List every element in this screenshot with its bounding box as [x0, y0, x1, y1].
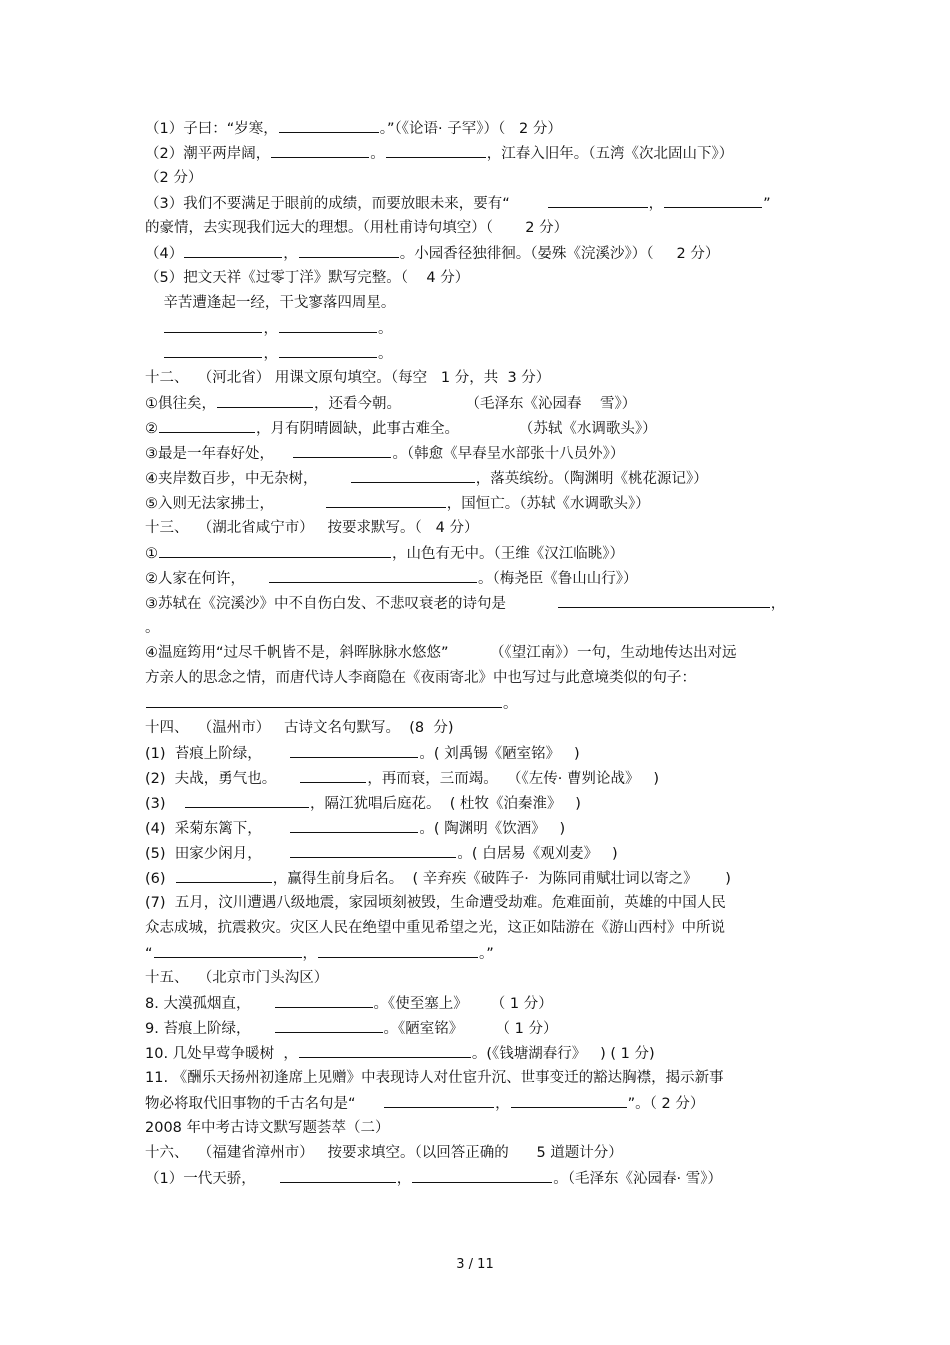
- text-line: [145, 566, 638, 591]
- text-line: [145, 1116, 390, 1141]
- text-segment: [145, 346, 163, 362]
- text-segment: ，赢得生前身后名。 ( 辛弃疾《破阵子· 为陈同甫赋壮词以寄之》 ): [272, 871, 731, 887]
- answer-blank[interactable]: [300, 766, 366, 783]
- answer-blank[interactable]: [299, 241, 399, 258]
- text-line: [145, 716, 454, 741]
- text-segment: ②: [145, 421, 158, 437]
- text-line: [145, 1141, 623, 1166]
- text-segment: (3): [145, 796, 184, 812]
- text-segment: 十五、 （北京市门头沟区）: [145, 970, 329, 986]
- text-segment: 。: [145, 620, 160, 636]
- answer-blank[interactable]: [154, 941, 302, 958]
- answer-blank[interactable]: [269, 566, 477, 583]
- text-line: [145, 341, 392, 366]
- text-line: [145, 916, 725, 941]
- text-segment: 。小园香径独徘徊。（晏殊《浣溪沙》）（ 2 分）: [399, 246, 720, 262]
- text-segment: ，再而衰，三而竭。 （《左传· 曹刿论战》 ): [367, 771, 659, 787]
- text-segment: 。: [377, 346, 393, 362]
- answer-blank[interactable]: [386, 141, 486, 158]
- text-segment: 十三、 （湖北省咸宁市） 按要求默写。（ 4 分）: [145, 520, 479, 536]
- text-line: [145, 641, 737, 666]
- text-line: [145, 766, 659, 791]
- answer-blank[interactable]: [271, 141, 369, 158]
- answer-blank[interactable]: [279, 116, 379, 133]
- answer-blank[interactable]: [176, 866, 272, 883]
- text-segment: ，月有阴晴圆缺，此事古难全。 （苏轼《水调歌头》）: [256, 421, 657, 437]
- text-segment: ，: [283, 246, 298, 262]
- answer-blank[interactable]: [164, 341, 262, 358]
- text-segment: 。( 陶渊明《饮酒》 ): [419, 821, 566, 837]
- answer-blank[interactable]: [275, 991, 373, 1008]
- text-line: [145, 841, 618, 866]
- text-line: [145, 966, 328, 991]
- text-segment: 。《陋室铭》 （ 1 分）: [383, 1021, 558, 1037]
- answer-blank[interactable]: [511, 1091, 627, 1108]
- text-line: [145, 1066, 724, 1091]
- text-segment: 11. 《酬乐天扬州初逢席上见赠》中表现诗人对仕宦升沉、世事变迁的豁达胸襟，揭示新事: [145, 1070, 724, 1086]
- text-segment: ③最是一年春好处，: [145, 446, 293, 462]
- text-line: [145, 491, 650, 516]
- answer-blank[interactable]: [558, 591, 770, 608]
- answer-blank[interactable]: [279, 316, 377, 333]
- answer-blank[interactable]: [412, 1166, 552, 1183]
- text-line: [145, 991, 553, 1016]
- text-segment: (5) 田家少闲月，: [145, 846, 290, 862]
- answer-blank[interactable]: [384, 1091, 494, 1108]
- text-segment: [145, 321, 163, 337]
- text-segment: ⑤入则无法家拂士，: [145, 496, 325, 512]
- text-segment: ④温庭筠用“过尽千帆皆不是，斜晖脉脉水悠悠” （《望江南》）一句，生动地传达出对远: [145, 645, 737, 661]
- text-line: [145, 191, 771, 216]
- text-segment: 。”（《论语· 子罕》）（ 2 分）: [379, 121, 562, 137]
- text-line: [145, 366, 550, 391]
- text-segment: (1) 苔痕上阶绿，: [145, 746, 290, 762]
- text-segment: （2 分）: [145, 170, 203, 186]
- text-line: [145, 241, 719, 266]
- text-segment: ，: [770, 596, 786, 612]
- text-segment: ”。（ 2 分）: [627, 1096, 705, 1112]
- answer-blank[interactable]: [164, 316, 262, 333]
- answer-blank[interactable]: [548, 191, 648, 208]
- text-line: [145, 1166, 722, 1191]
- text-segment: 。（梅尧臣《鲁山山行》）: [478, 571, 638, 587]
- text-segment: 十四、 （温州市） 古诗文名句默写。 (8 分): [145, 720, 454, 736]
- answer-blank[interactable]: [664, 191, 762, 208]
- text-segment: （1）一代天骄，: [145, 1171, 279, 1187]
- text-segment: 十六、 （福建省漳州市） 按要求填空。（以回答正确的 5 道题计分）: [145, 1145, 623, 1161]
- answer-blank[interactable]: [279, 341, 377, 358]
- text-line: [145, 941, 494, 966]
- text-segment: 的豪情，去实现我们远大的理想。（用杜甫诗句填空）（ 2 分）: [145, 220, 569, 236]
- text-line: [145, 891, 726, 916]
- text-line: [145, 441, 624, 466]
- text-segment: （1）子曰：“岁寒，: [145, 121, 278, 137]
- text-segment: ，: [648, 196, 664, 212]
- text-segment: ，山色有无中。（王维《汉江临眺》）: [392, 546, 624, 562]
- text-line: [145, 741, 580, 766]
- text-segment: 。( 刘禹锡《陋室铭》 ): [419, 746, 580, 762]
- answer-blank[interactable]: [293, 441, 391, 458]
- text-segment: 。: [503, 696, 518, 712]
- text-segment: 众志成城，抗震救灾。灾区人民在绝望中重见希望之光，这正如陆游在《游山西村》中所说: [145, 920, 725, 936]
- answer-blank[interactable]: [299, 1041, 471, 1058]
- text-line: [145, 141, 733, 166]
- text-line: [145, 1091, 704, 1116]
- text-segment: 。《使至塞上》 （ 1 分）: [373, 996, 553, 1012]
- text-line: [145, 391, 636, 416]
- text-segment: 8. 大漠孤烟直，: [145, 996, 274, 1012]
- text-segment: ③苏轼在《浣溪沙》中不自伤白发、不悲叹衰老的诗句是: [145, 596, 557, 612]
- text-line: [145, 316, 392, 341]
- answer-blank[interactable]: [184, 241, 282, 258]
- text-segment: (6): [145, 871, 175, 887]
- answer-blank[interactable]: [290, 741, 418, 758]
- text-line: [145, 416, 657, 441]
- answer-blank[interactable]: [146, 691, 502, 708]
- answer-blank[interactable]: [185, 791, 309, 808]
- text-segment: 10. 几处早莺争暖树 ，: [145, 1046, 298, 1062]
- text-segment: ②人家在何许，: [145, 571, 269, 587]
- text-segment: (7) 五月，汶川遭遇八级地震，家园顷刻被毁，生命遭受劫难。危难面前，英雄的中国人民: [145, 895, 726, 911]
- text-line: [145, 291, 395, 316]
- text-segment: 。(《钱塘湖春行》 ) ( 1 分): [471, 1046, 655, 1062]
- text-line: [145, 616, 160, 641]
- text-line: [145, 1016, 557, 1041]
- page-number: 3 / 11: [456, 1257, 494, 1272]
- text-line: [145, 691, 518, 716]
- text-segment: （2）潮平两岸阔，: [145, 146, 271, 162]
- text-segment: ，隔江犹唱后庭花。 ( 杜牧《泊秦淮》 ): [309, 796, 581, 812]
- text-segment: 物必将取代旧事物的千古名句是“: [145, 1096, 384, 1112]
- text-segment: 。（毛泽东《沁园春· 雪》）: [553, 1171, 722, 1187]
- text-segment: 。: [370, 146, 385, 162]
- text-segment: 辛苦遭逢起一经，干戈寥落四周星。: [145, 295, 396, 311]
- text-segment: “: [145, 946, 153, 962]
- text-line: [145, 266, 469, 291]
- text-segment: ，落英缤纷。（陶渊明《桃花源记》）: [475, 471, 708, 487]
- text-line: [145, 1041, 655, 1066]
- answer-blank[interactable]: [217, 391, 313, 408]
- text-segment: ，还看今朝。 （毛泽东《沁园春 雪》）: [314, 396, 637, 412]
- text-line: [145, 166, 202, 191]
- text-segment: ，: [495, 1096, 510, 1112]
- text-segment: 。（韩愈《早春呈水部张十八员外》）: [392, 446, 625, 462]
- text-segment: ，: [263, 321, 278, 337]
- text-line: [145, 791, 581, 816]
- text-segment: （4）: [145, 246, 184, 262]
- text-segment: 。( 白居易《观刈麦》 ): [457, 846, 618, 862]
- text-line: [145, 816, 565, 841]
- text-line: [145, 116, 562, 141]
- text-segment: ①俱往矣，: [145, 396, 216, 412]
- text-segment: 十二、 （河北省） 用课文原句填空。（每空 1 分，共 3 分）: [145, 370, 551, 386]
- text-segment: （3）我们不要满足于眼前的成绩，而要放眼未来，要有“: [145, 196, 547, 212]
- text-line: [145, 591, 785, 616]
- answer-blank[interactable]: [326, 491, 446, 508]
- text-line: [145, 216, 568, 241]
- answer-blank[interactable]: [290, 841, 456, 858]
- text-segment: (2) 夫战，勇气也。: [145, 771, 300, 787]
- text-segment: 9. 苔痕上阶绿，: [145, 1021, 274, 1037]
- text-segment: ①: [145, 546, 158, 562]
- answer-blank[interactable]: [159, 416, 255, 433]
- text-segment: ”: [763, 196, 771, 212]
- text-segment: ，: [396, 1171, 412, 1187]
- text-segment: ，国恒亡。（苏轼《水调歌头》）: [446, 496, 650, 512]
- text-segment: 方亲人的思念之情，而唐代诗人李商隐在《夜雨寄北》中也写过与此意境类似的句子：: [145, 670, 696, 686]
- text-segment: 。: [377, 321, 393, 337]
- answer-blank[interactable]: [280, 1166, 396, 1183]
- text-line: [145, 466, 708, 491]
- text-segment: ，: [263, 346, 278, 362]
- text-line: [145, 666, 696, 691]
- text-segment: ④夹岸数百步，中无杂树，: [145, 471, 350, 487]
- text-segment: 。”: [479, 946, 494, 962]
- text-segment: 2008 年中考古诗文默写题荟萃（二）: [145, 1120, 390, 1136]
- answer-blank[interactable]: [159, 541, 391, 558]
- text-line: [145, 866, 731, 891]
- answer-blank[interactable]: [318, 941, 478, 958]
- text-line: [145, 541, 624, 566]
- text-segment: （5）把文天祥《过零丁洋》默写完整。（ 4 分）: [145, 270, 470, 286]
- text-segment: ，: [302, 946, 318, 962]
- text-segment: (4) 采菊东篱下，: [145, 821, 290, 837]
- text-segment: ，江春入旧年。（五湾《次北固山下》）: [486, 146, 734, 162]
- answer-blank[interactable]: [351, 466, 475, 483]
- answer-blank[interactable]: [275, 1016, 383, 1033]
- text-line: [145, 516, 478, 541]
- answer-blank[interactable]: [290, 816, 418, 833]
